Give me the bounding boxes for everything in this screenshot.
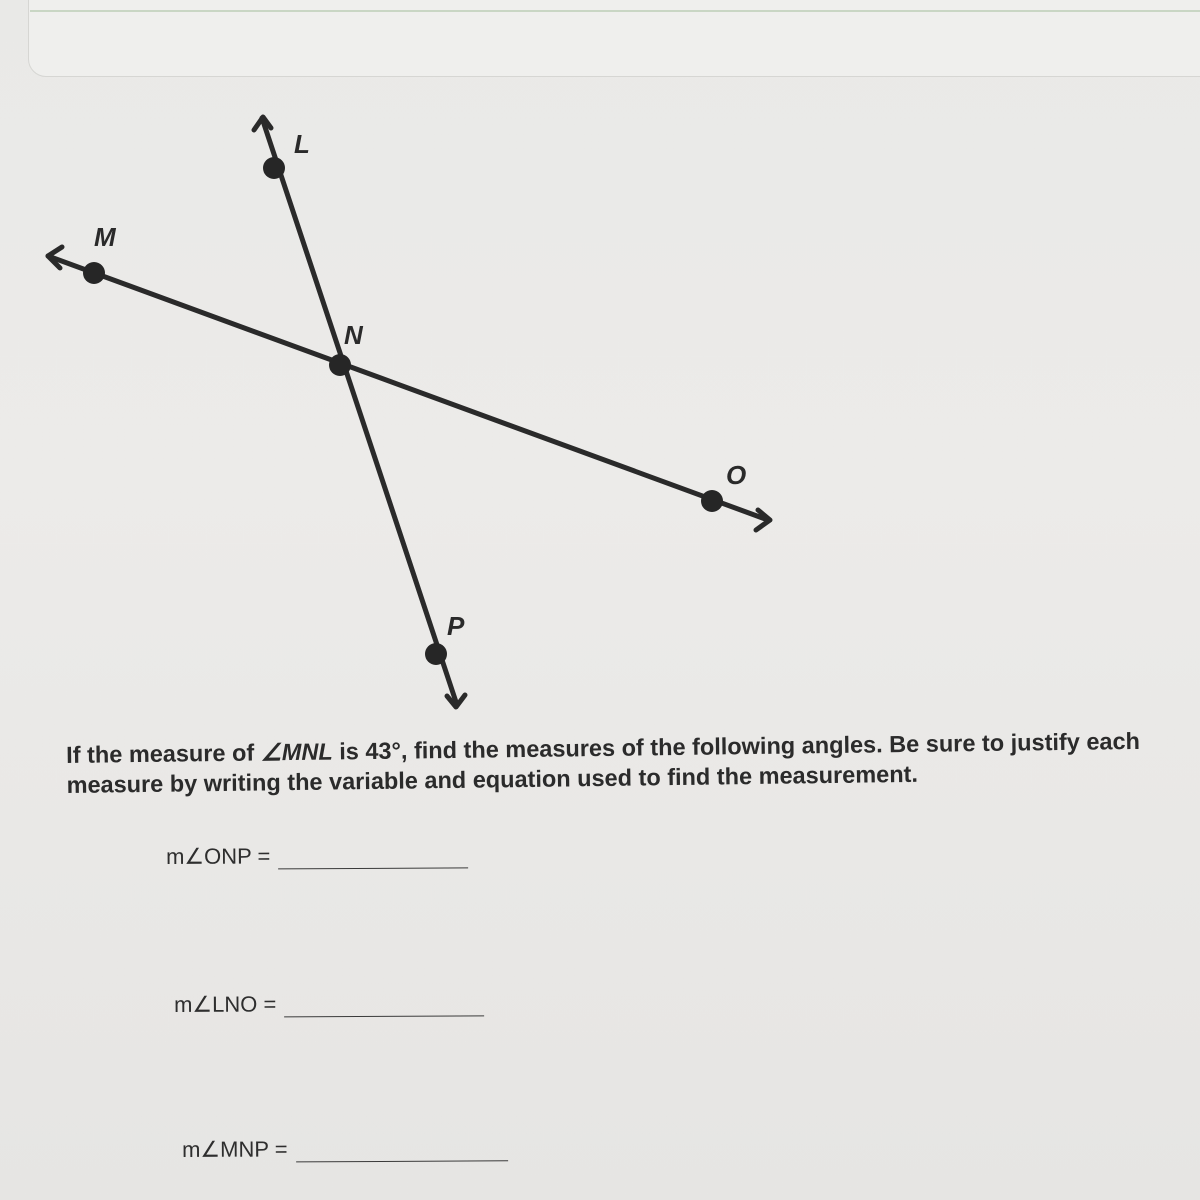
question-text xyxy=(66,725,1187,800)
question-suffix: is 43°, find the measures of the following angles. Be sure to justify each measure by writing the variable and equation used to find the measurement. xyxy=(66,727,1141,798)
answer-label-lno: m∠LNO = xyxy=(174,991,277,1017)
label-o: O xyxy=(726,460,747,490)
label-p: P xyxy=(447,611,465,641)
line-lp xyxy=(262,118,457,705)
answer-input-onp[interactable] xyxy=(278,852,468,873)
answer-blank-mnp[interactable] xyxy=(296,1140,508,1162)
label-n: N xyxy=(344,320,363,350)
point-m-dot xyxy=(83,262,105,284)
answer-blank-lno[interactable] xyxy=(284,995,484,1017)
question-prefix: If the measure of xyxy=(66,739,261,768)
label-l: L xyxy=(294,129,310,159)
answer-label-mnp: m∠MNP = xyxy=(182,1136,288,1162)
answer-label-onp: m∠ONP = xyxy=(166,843,271,869)
point-n-dot xyxy=(329,354,351,376)
answer-blank-onp[interactable] xyxy=(278,847,468,869)
answer-row-mnp xyxy=(182,1135,508,1163)
point-p-dot xyxy=(425,643,447,665)
point-o-dot xyxy=(701,490,723,512)
answer-row-lno xyxy=(174,990,484,1018)
line-mo xyxy=(48,256,768,520)
answer-row-onp xyxy=(166,842,468,870)
answer-input-mnp[interactable] xyxy=(296,1145,508,1166)
label-m: M xyxy=(94,222,116,252)
point-l-dot xyxy=(263,157,285,179)
answer-input-lno[interactable] xyxy=(284,1000,484,1021)
question-angle: ∠MNL xyxy=(260,738,333,766)
